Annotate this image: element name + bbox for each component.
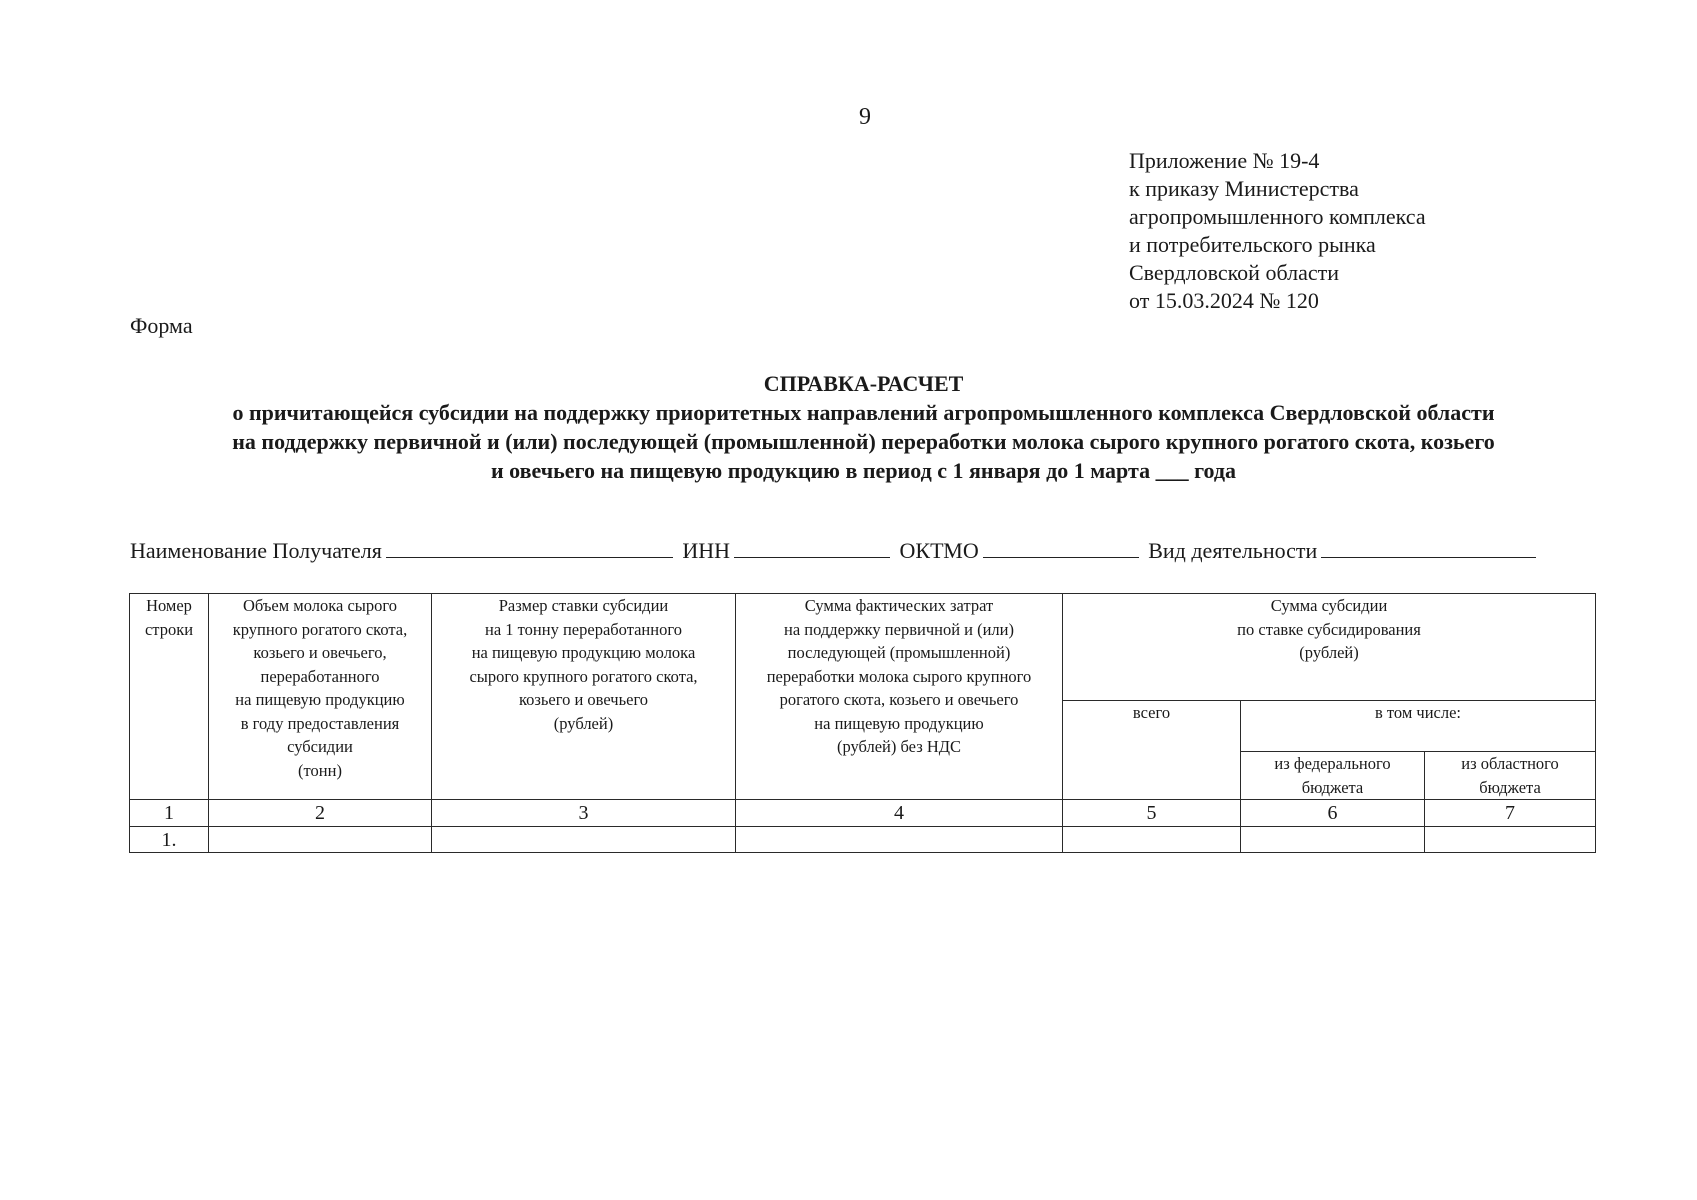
- oktmo-label: ОКТМО: [899, 538, 979, 563]
- column-number: 7: [1425, 800, 1596, 827]
- title-line: о причитающейся субсидии на поддержку приоритетных направлений агропромышленного комплекса Свердловской области: [232, 400, 1495, 425]
- appendix-reference: [1129, 147, 1426, 315]
- header-total: всего: [1063, 701, 1241, 800]
- inn-field[interactable]: [734, 539, 890, 558]
- header-row-number: Номер строки: [130, 594, 209, 800]
- inn-label: ИНН: [682, 538, 731, 563]
- title-line: на поддержку первичной и (или) последующей (промышленной) переработки молока сырого крупного рогатого скота, козьего: [232, 429, 1495, 454]
- table-cell[interactable]: [736, 827, 1063, 853]
- column-number: 4: [736, 800, 1063, 827]
- title-heading: СПРАВКА-РАСЧЕТ: [763, 371, 964, 396]
- subsidy-calculation-table: [129, 593, 1596, 853]
- activity-label: Вид деятельности: [1148, 538, 1318, 563]
- column-number: 2: [209, 800, 432, 827]
- appendix-line: агропромышленного комплекса: [1129, 204, 1426, 229]
- document-title: [130, 369, 1597, 485]
- recipient-info-line: [130, 538, 1595, 564]
- activity-field[interactable]: [1321, 539, 1536, 558]
- table-cell[interactable]: [209, 827, 432, 853]
- column-number-row: [130, 800, 1596, 827]
- appendix-line: Приложение № 19-4: [1129, 148, 1320, 173]
- form-label: Форма: [130, 313, 193, 338]
- header-including: в том числе:: [1241, 701, 1596, 752]
- column-number: 1: [130, 800, 209, 827]
- header-subsidy-amount: Сумма субсидии по ставке субсидирования (рублей): [1063, 594, 1596, 701]
- page-number: 9: [859, 104, 871, 130]
- column-number: 3: [432, 800, 736, 827]
- header-milk-volume: Объем молока сырого крупного рогатого скота, козьего и овечьего, переработанного на пищевую продукцию в году предоставления субсидии (тонн): [209, 594, 432, 800]
- recipient-name-field[interactable]: [386, 539, 673, 558]
- header-actual-costs: Сумма фактических затрат на поддержку первичной и (или) последующей (промышленной) переработки молока сырого крупного рогатого скота, козьего и овечьего на пищевую продукцию (рублей) без НДС: [736, 594, 1063, 800]
- table-row: [130, 827, 1596, 853]
- appendix-line: Свердловской области: [1129, 260, 1339, 285]
- row-number: 1.: [130, 827, 209, 853]
- table-cell[interactable]: [432, 827, 736, 853]
- header-subsidy-rate: Размер ставки субсидии на 1 тонну переработанного на пищевую продукцию молока сырого крупного рогатого скота, козьего и овечьего (рублей): [432, 594, 736, 800]
- table-cell[interactable]: [1063, 827, 1241, 853]
- appendix-line: и потребительского рынка: [1129, 232, 1376, 257]
- recipient-name-label: Наименование Получателя: [130, 538, 382, 563]
- header-regional-budget: из областного бюджета: [1425, 752, 1596, 800]
- title-line: и овечьего на пищевую продукцию в период с 1 января до 1 марта ___ года: [490, 458, 1237, 483]
- appendix-line: от 15.03.2024 № 120: [1129, 288, 1319, 313]
- table-cell[interactable]: [1241, 827, 1425, 853]
- appendix-line: к приказу Министерства: [1129, 176, 1359, 201]
- header-federal-budget: из федерального бюджета: [1241, 752, 1425, 800]
- column-number: 6: [1241, 800, 1425, 827]
- column-number: 5: [1063, 800, 1241, 827]
- table-cell[interactable]: [1425, 827, 1596, 853]
- oktmo-field[interactable]: [983, 539, 1139, 558]
